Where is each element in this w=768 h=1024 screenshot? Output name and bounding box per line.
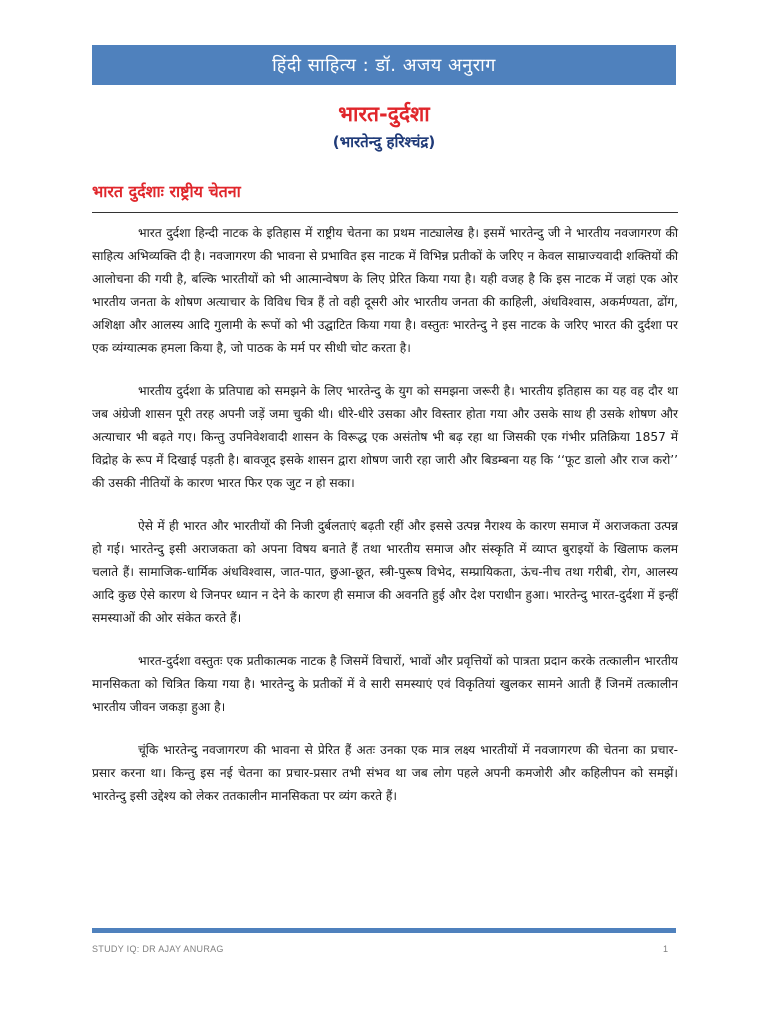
document-title: भारत-दुर्दशा [338, 102, 430, 126]
document-subtitle: (भारतेन्दु हरिश्चंद्र) [332, 133, 436, 151]
section-divider [92, 212, 678, 213]
body-paragraph: भारत-दुर्दशा वस्तुतः एक प्रतीकात्मक नाटक है जिसमें विचारों, भावों और प्रवृत्तियों को पात्रता प्रदान करके तत्कालीन भारतीय मानसिकता को चित्रित किया गया है। भारतेन्दु के प्रतीकों में वे सारी समस्याएं एवं विकृतियां खुलकर सामने आती हैं जिनमें तत्कालीन भारतीय जीवन जकड़ा हुआ है। [92, 654, 678, 714]
body-paragraph: भारतीय दुर्दशा के प्रतिपाद्य को समझने के लिए भारतेन्दु के युग को समझना जरूरी है। भारतीय इतिहास का यह वह दौर था जब अंग्रेजी शासन पूरी तरह अपनी जड़ें जमा चुकी थी। धीरे-धीरे उसका और विस्तार होता गया और उसके साथ ही उसके शोषण और अत्याचार भी बढ़ते गए। किन्तु उपनिवेशवादी शासन के विरूद्ध एक असंतोष भी बढ़ रहा था जिसकी एक गंभीर प्रतिक्रिया 1857 में विद्रोह के रूप में दिखाई पड़ती है। बावजूद इसके शासन द्वारा शोषण जारी रहा जारी और बिडम्बना यह कि ‘‘फूट डालो और राज करो’’ की उसकी नीतियों के कारण भारत फिर एक जुट न हो सका। [92, 384, 678, 490]
body-paragraph: ऐसे में ही भारत और भारतीयों की निजी दुर्बलताएं बढ़ती रहीं और इससे उत्पन्न नैराश्य के कारण समाज में अराजकता उत्पन्न हो गई। भारतेन्दु इसी अराजकता को अपना विषय बनाते हैं तथा भारतीय समाज और संस्कृति में व्याप्त बुराइयों के खिलाफ कलम चलाते हैं। सामाजिक-धार्मिक अंधविश्वास, जात-पात, छुआ-छूत, स्त्री-पुरूष विभेद, सम्प्रायिकता, ऊंच-नीच तथा गरीबी, रोग, आलस्य आदि कुछ ऐसे कारण थे जिनपर ध्यान न देने के कारण ही समाज की अवनति हुई और देश पराधीन हुआ। भारतेन्दु भारत-दुर्दशा में इन्हीं समस्याओं की ओर संकेत करते हैं। [92, 519, 678, 625]
footer-author: STUDY IQ: DR AJAY ANURAG [92, 944, 224, 954]
body-paragraph: चूंकि भारतेन्दु नवजागरण की भावना से प्रेरित हैं अतः उनका एक मात्र लक्ष्य भारतीयों में नवजागरण की चेतना का प्रचार-प्रसार करना था। किन्तु इस नई चेतना का प्रचार-प्रसार तभी संभव था जब लोग पहले अपनी कमजोरी और कहिलीपन को समझें। भारतेन्दु इसी उद्देश्य को लेकर ततकालीन मानसिकता पर व्यंग करते हैं। [92, 743, 678, 803]
body-paragraph: भारत दुर्दशा हिन्दी नाटक के इतिहास में राष्ट्रीय चेतना का प्रथम नाट्यालेख है। इसमें भारतेन्दु जी ने भारतीय नवजागरण की साहित्य अभिव्यक्ति दी है। नवजागरण की भावना से प्रभावित इस नाटक में विभिन्न प्रतीकों के जरिए न केवल साम्राज्यवादी शक्तियों की आलोचना की गयी है, बल्कि भारतीयों को भी आत्मान्वेषण के लिए प्रेरित किया गया है। यही वजह है कि इस नाटक में जहां एक ओर भारतीय जनता के शोषण अत्याचार के विविध चित्र हैं तो वही दूसरी ओर भारतीय जनता की काहिली, अंधविश्वास, अकर्मण्यता, ढोंग, अशिक्षा और आलस्य आदि गुलामी के रूपों को भी उद्घाटित किया गया है। वस्तुतः भारतेन्दु ने इस नाटक के जरिए भारत की दुर्दशा पर एक व्यंग्यात्मक हमला किया है, जो पाठक के मर्म पर सीधी चोट करता है। [92, 226, 678, 355]
section-heading: भारत दुर्दशाः राष्ट्रीय चेतना [92, 182, 241, 201]
body-content [92, 222, 678, 828]
header-banner-text: हिंदी साहित्य : डॉ. अजय अनुराग [272, 55, 496, 76]
footer-divider [92, 928, 676, 933]
page-number: 1 [662, 944, 668, 954]
header-banner [92, 45, 676, 85]
